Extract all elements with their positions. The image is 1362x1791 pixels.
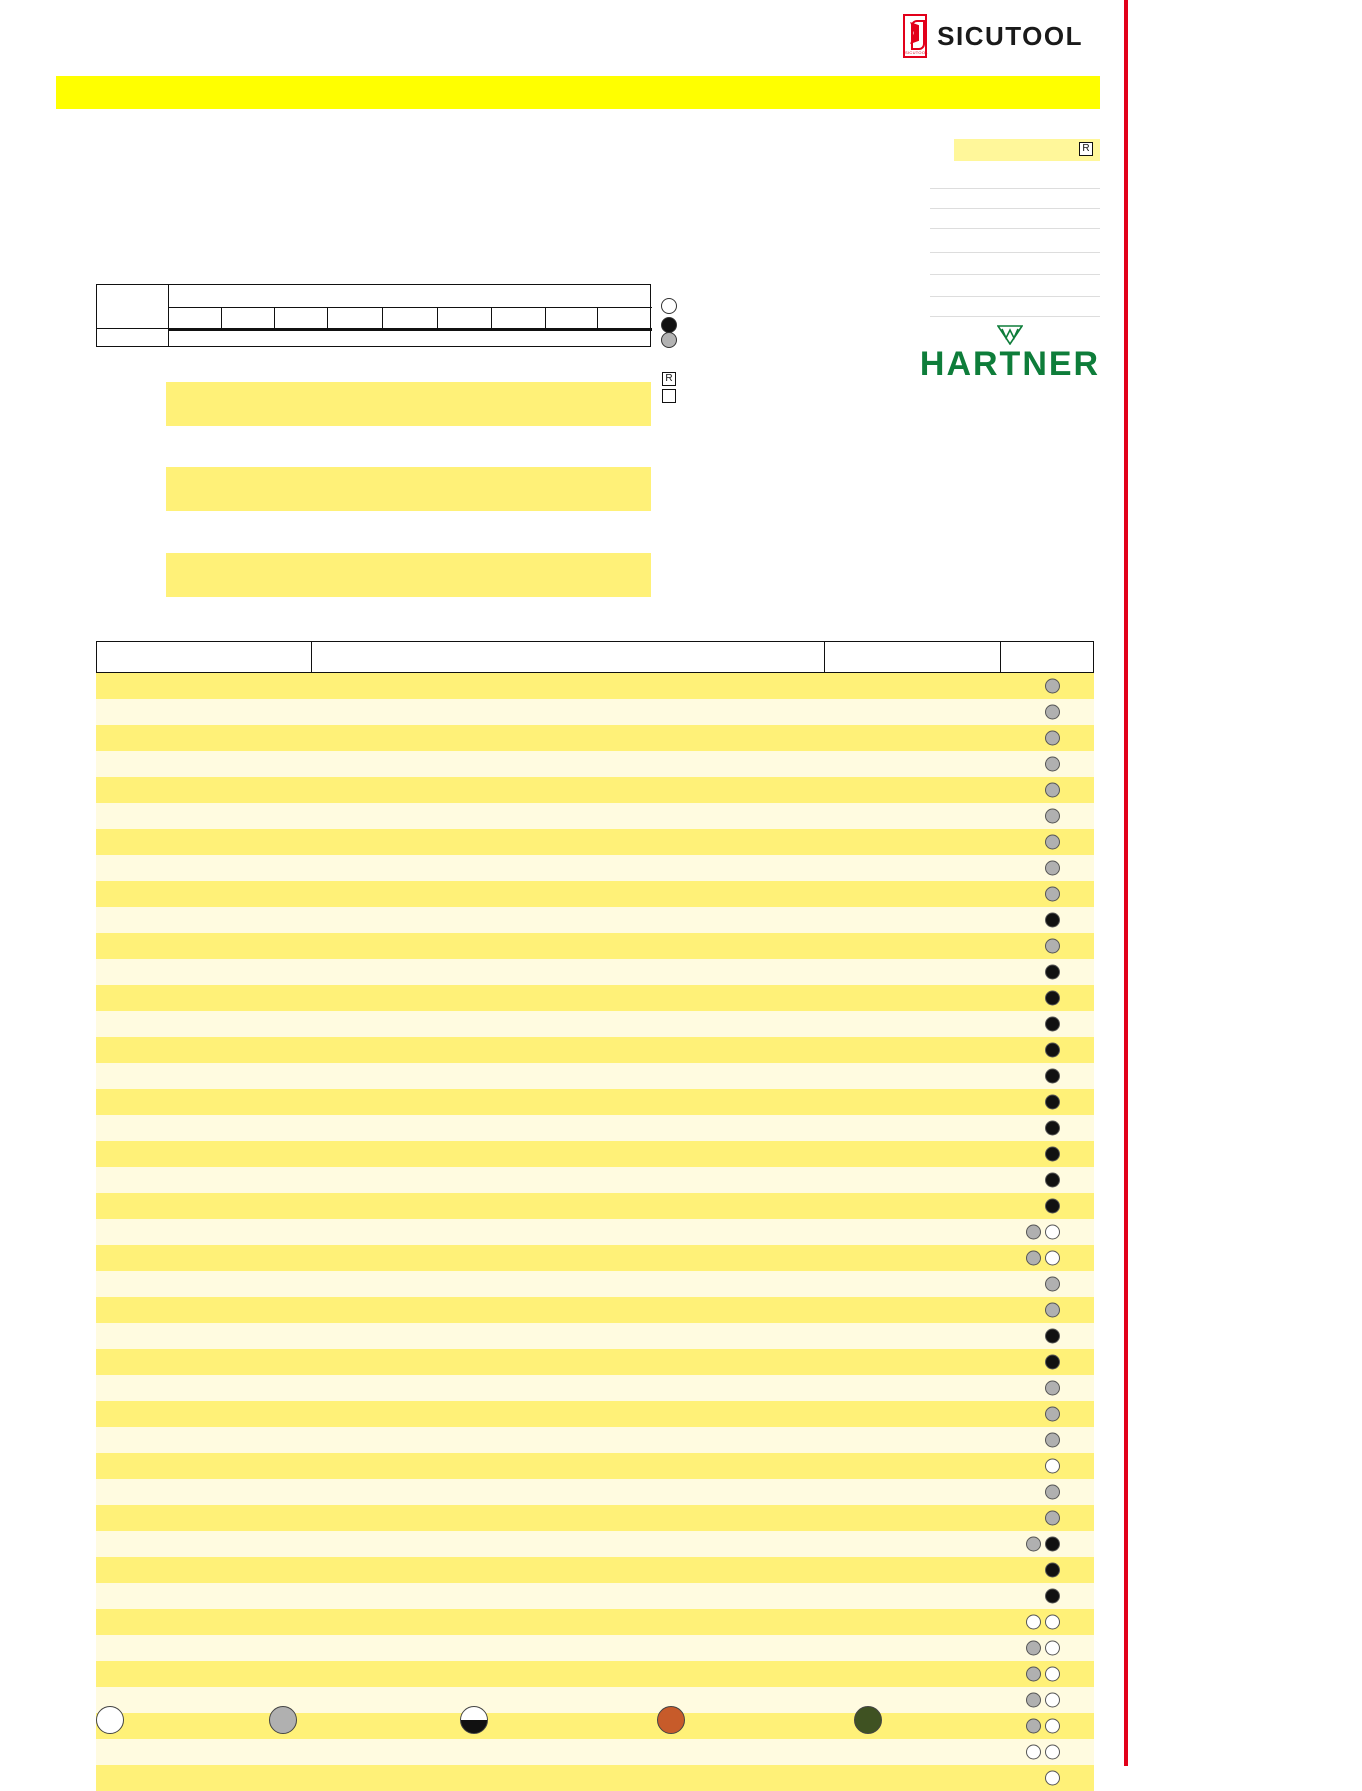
brand-header (903, 12, 1083, 60)
row-marker-cell (1045, 1589, 1060, 1604)
text-rule (930, 252, 1100, 253)
product-table (96, 641, 1094, 1791)
table-row (96, 1089, 1094, 1115)
table-row (96, 1609, 1094, 1635)
row-marker-cell (1026, 1537, 1060, 1552)
table-row (96, 1141, 1094, 1167)
black-dot-icon (1045, 1355, 1060, 1370)
table-row (96, 985, 1094, 1011)
white-dot-icon (1045, 1615, 1060, 1630)
row-marker-cell (1045, 991, 1060, 1006)
white-dot-icon (1026, 1615, 1041, 1630)
table-row (96, 1271, 1094, 1297)
table-row (96, 777, 1094, 803)
legend-grey (269, 1706, 297, 1734)
spec-table-cell-divider (382, 307, 383, 328)
row-marker-cell (1045, 887, 1060, 902)
black-dot-icon (1045, 1017, 1060, 1032)
row-marker-cell (1045, 705, 1060, 720)
white-dot-icon (1045, 1745, 1060, 1760)
rust-legend-dot-icon (657, 1706, 685, 1734)
row-marker-cell (1026, 1667, 1060, 1682)
table-row (96, 1479, 1094, 1505)
brand-name: SICUTOOL (937, 20, 1083, 51)
grey-dot-icon (1045, 679, 1060, 694)
text-rule (930, 316, 1100, 317)
table-row (96, 1635, 1094, 1661)
row-marker-cell (1045, 939, 1060, 954)
table-row (96, 1323, 1094, 1349)
highlight-bar-2 (166, 467, 651, 511)
black-dot-icon (1045, 1199, 1060, 1214)
black-dot-icon (1045, 1095, 1060, 1110)
row-marker-cell (1045, 913, 1060, 928)
row-marker-cell (1026, 1615, 1060, 1630)
row-marker-cell (1026, 1225, 1060, 1240)
white-dot-icon (1045, 1225, 1060, 1240)
row-marker-cell (1045, 1303, 1060, 1318)
grey-dot-icon (1045, 1511, 1060, 1526)
spec-table-cell-divider (274, 307, 275, 328)
grey-dot-icon (1045, 1381, 1060, 1396)
row-marker-cell (1045, 835, 1060, 850)
row-marker-cell (1045, 965, 1060, 980)
half-legend-dot-icon (460, 1706, 488, 1734)
grey-legend-dot-icon (269, 1706, 297, 1734)
row-marker-cell (1045, 1277, 1060, 1292)
grey-dot-icon (1045, 705, 1060, 720)
spec-legend-grey-dot (661, 332, 677, 348)
table-row (96, 1453, 1094, 1479)
table-row (96, 803, 1094, 829)
row-marker-cell (1026, 1745, 1060, 1760)
row-marker-cell (1045, 783, 1060, 798)
row-marker-cell (1045, 809, 1060, 824)
black-dot-icon (1045, 965, 1060, 980)
row-marker-cell (1045, 1043, 1060, 1058)
row-marker-cell (1045, 757, 1060, 772)
sicutool-logo-caption: SICUTOOL (905, 50, 928, 55)
table-row (96, 1245, 1094, 1271)
row-marker-cell (1045, 1199, 1060, 1214)
black-dot-icon (1045, 1329, 1060, 1344)
table-row (96, 699, 1094, 725)
hartner-logo (915, 325, 1105, 381)
row-marker-cell (1045, 1147, 1060, 1162)
grey-dot-icon (1026, 1641, 1041, 1656)
table-row (96, 1037, 1094, 1063)
product-table-header (96, 641, 1094, 673)
grey-dot-icon (1045, 809, 1060, 824)
page-title-banner (56, 76, 1100, 109)
legend-half (460, 1706, 488, 1734)
row-marker-cell (1045, 1355, 1060, 1370)
table-row (96, 1375, 1094, 1401)
table-row (96, 1349, 1094, 1375)
row-marker-cell (1045, 731, 1060, 746)
spec-legend-black-dot (661, 317, 677, 333)
hartner-wordmark: HARTNER (919, 345, 1101, 383)
table-row (96, 959, 1094, 985)
row-marker-cell (1045, 1121, 1060, 1136)
spec-table-divider (168, 307, 652, 308)
row-marker-cell (1026, 1251, 1060, 1266)
grey-dot-icon (1045, 1485, 1060, 1500)
grey-dot-icon (1045, 1277, 1060, 1292)
highlight-bar-1 (166, 382, 651, 426)
olive-legend-dot-icon (854, 1706, 882, 1734)
spec-table-heavy-rule (168, 328, 652, 331)
header-divider (311, 642, 312, 672)
registered-mark-icon: R (662, 372, 676, 386)
registered-mark-icon: R (1079, 142, 1093, 156)
table-row (96, 1583, 1094, 1609)
table-row (96, 1297, 1094, 1323)
grey-dot-icon (1026, 1225, 1041, 1240)
black-dot-icon (1045, 1537, 1060, 1552)
grey-dot-icon (1045, 1407, 1060, 1422)
grey-dot-icon (1045, 939, 1060, 954)
legend-rust (657, 1706, 685, 1734)
row-marker-cell (1045, 1771, 1060, 1786)
spec-table-cell-divider (327, 307, 328, 328)
black-dot-icon (1045, 913, 1060, 928)
table-row (96, 751, 1094, 777)
table-row (96, 1063, 1094, 1089)
sicutool-logo-icon (903, 14, 927, 58)
legend-olive (854, 1706, 882, 1734)
row-marker-cell (1045, 679, 1060, 694)
black-dot-icon (1045, 1121, 1060, 1136)
row-marker-cell (1045, 1095, 1060, 1110)
black-dot-icon (1045, 1563, 1060, 1578)
text-rule (930, 274, 1100, 275)
grey-dot-icon (1045, 835, 1060, 850)
row-marker-cell (1045, 1069, 1060, 1084)
row-marker-cell (1045, 1563, 1060, 1578)
text-rule (930, 208, 1100, 209)
page-right-red-rule (1124, 0, 1128, 1766)
table-row (96, 1011, 1094, 1037)
white-dot-icon (1045, 1641, 1060, 1656)
grey-dot-icon (1045, 1303, 1060, 1318)
black-dot-icon (1045, 1173, 1060, 1188)
text-rule (930, 188, 1100, 189)
table-row (96, 1505, 1094, 1531)
spec-table-cell-divider (491, 307, 492, 328)
row-marker-cell (1045, 1433, 1060, 1448)
square-mark-icon (662, 389, 676, 403)
highlight-bar-3 (166, 553, 651, 597)
header-divider (1000, 642, 1001, 672)
grey-dot-icon (1026, 1667, 1041, 1682)
spec-legend-white-dot (661, 298, 677, 314)
grey-dot-icon (1045, 887, 1060, 902)
row-marker-cell (1045, 861, 1060, 876)
table-row (96, 1765, 1094, 1791)
row-marker-cell (1045, 1381, 1060, 1396)
grey-dot-icon (1026, 1251, 1041, 1266)
row-marker-cell (1045, 1511, 1060, 1526)
table-row (96, 1661, 1094, 1687)
spec-table-cell-divider (545, 307, 546, 328)
white-dot-icon (1045, 1251, 1060, 1266)
black-dot-icon (1045, 1043, 1060, 1058)
header-divider (824, 642, 825, 672)
grey-dot-icon (1045, 731, 1060, 746)
hartner-mark-icon (997, 325, 1023, 345)
table-row (96, 1401, 1094, 1427)
table-row (96, 1193, 1094, 1219)
table-row (96, 725, 1094, 751)
row-marker-cell (1045, 1329, 1060, 1344)
spec-table-cell-divider (437, 307, 438, 328)
table-row (96, 1115, 1094, 1141)
grey-dot-icon (1026, 1537, 1041, 1552)
product-table-body (96, 673, 1094, 1791)
spec-table-divider (168, 285, 169, 346)
table-row (96, 1557, 1094, 1583)
text-rule (930, 296, 1100, 297)
row-marker-cell (1045, 1485, 1060, 1500)
spec-table-cell-divider (597, 307, 598, 328)
row-marker-cell (1045, 1407, 1060, 1422)
grey-dot-icon (1045, 757, 1060, 772)
grey-dot-icon (1045, 861, 1060, 876)
white-dot-icon (1045, 1667, 1060, 1682)
table-row (96, 829, 1094, 855)
table-row (96, 1531, 1094, 1557)
table-row (96, 1219, 1094, 1245)
row-marker-cell (1026, 1641, 1060, 1656)
table-row (96, 1167, 1094, 1193)
table-row (96, 1427, 1094, 1453)
table-row (96, 673, 1094, 699)
row-marker-cell (1045, 1017, 1060, 1032)
black-dot-icon (1045, 991, 1060, 1006)
white-legend-dot-icon (96, 1706, 124, 1734)
spec-table-cell-divider (221, 307, 222, 328)
black-dot-icon (1045, 1069, 1060, 1084)
table-row (96, 881, 1094, 907)
white-dot-icon (1026, 1745, 1041, 1760)
white-dot-icon (1045, 1771, 1060, 1786)
white-dot-icon (1045, 1459, 1060, 1474)
table-row (96, 855, 1094, 881)
black-dot-icon (1045, 1589, 1060, 1604)
row-marker-cell (1045, 1173, 1060, 1188)
text-rule (930, 228, 1100, 229)
grey-dot-icon (1045, 1433, 1060, 1448)
legend-white (96, 1706, 124, 1734)
row-marker-cell (1045, 1459, 1060, 1474)
table-row (96, 907, 1094, 933)
grey-dot-icon (1045, 783, 1060, 798)
black-dot-icon (1045, 1147, 1060, 1162)
color-legend (96, 1706, 1096, 1746)
spec-table (96, 284, 651, 347)
table-row (96, 933, 1094, 959)
